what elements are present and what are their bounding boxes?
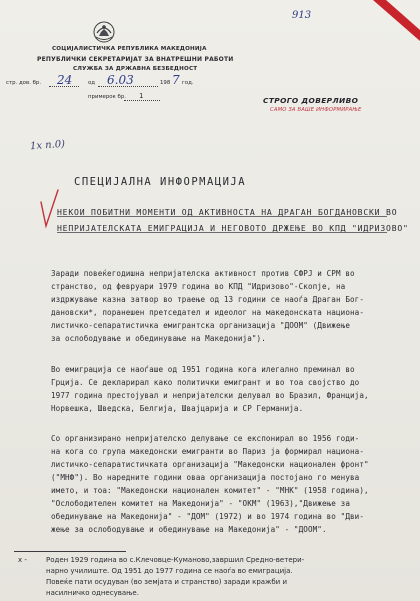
paragraph-line: издржување казна затвор во траење од 13 години се наоѓа Драган Бог- (51, 295, 365, 304)
footnote-separator (14, 551, 126, 552)
copy-underline (124, 100, 160, 101)
paragraph-line: дановски*, поранешен претседател и идеолог на македонската национа- (51, 308, 365, 317)
paragraph-line: Со организирано непријателско делување се експонирал во 1956 годи- (51, 434, 360, 443)
paragraph-line: листичко-сепаратистичка емигрантска организација "ДООМ" (Движење (51, 321, 350, 330)
paragraph-2 (51, 363, 411, 415)
subject-line-2: НЕПРИЈАТЕЛСКАТА ЕМИГРАЦИЈА И НЕГОВОТО ДРЖЕЊЕ ВО КПД "ИДРИЗОВО" (57, 223, 409, 233)
footnote-text (46, 555, 406, 599)
footnote-line: насилничко однесување. (46, 589, 139, 597)
paragraph-line: жење за ослободување и обединување на Македонија" - "ДООМ". (51, 525, 327, 534)
copy-number: 1 (139, 92, 144, 100)
year-prefix: 198 (160, 80, 171, 86)
header-line-2: РЕПУБЛИЧКИ СЕКРЕТАРИЈАТ ЗА ВНАТРЕШНИ РАБОТИ (37, 56, 234, 63)
date-day-month: 6.03 (107, 73, 134, 87)
ref-label: стр. дов. бр. (6, 80, 42, 86)
footnote-line: нарно училиште. Од 1951 до 1977 година се наоѓа во емиграција. (46, 567, 293, 575)
paragraph-line: на кога со група македонски емигранти во Париз ја формирал национа- (51, 447, 365, 456)
paragraph-line: Грција. Се декларирал како политички емигрант и во тоа својство до (51, 378, 360, 387)
copy-label: примерок бр. (88, 94, 126, 100)
paragraph-1 (51, 267, 411, 345)
subject-underline-1 (57, 216, 387, 217)
subject-line-1: НЕКОИ ПОБИТНИ МОМЕНТИ ОД АКТИВНОСТА НА ДРАГАН БОГДАНОВСКИ ВО (57, 207, 398, 217)
paragraph-line: Норвешка, Шведска, Белгија, Швајцарија и СР Германија. (51, 404, 304, 413)
footnote-line: Повеќе пати осудуван (во земјата и странство) заради кражби и (46, 578, 287, 586)
header-line-1: СОЦИЈАЛИСТИЧКА РЕПУБЛИКА МАКЕДОНИЈА (52, 46, 207, 52)
paragraph-line: листичко-сепаратистичката организација "Македонски национален фронт" (51, 460, 369, 469)
subject-underline-2 (57, 232, 387, 233)
classification-title: СТРОГО ДОВЕРЛИВО (263, 96, 359, 105)
corner-handwritten-number: 913 (292, 10, 312, 21)
paragraph-line: странство, од февруари 1979 година во КПД "Идризово"-Скопје, на (51, 282, 346, 291)
paragraph-line: Во емиграција се наоѓаше од 1951 година кога илегално преминал во (51, 365, 355, 374)
year-suffix: 7 (172, 73, 180, 87)
paragraph-line: ("МНФ"). Во наредните години оваа организација постојано го менува (51, 473, 360, 482)
corner-stripe (355, 0, 420, 50)
document-title: СПЕЦИЈАЛНА ИНФОРМАЦИЈА (74, 176, 247, 188)
paragraph-line: Заради повеќегодишна непријателска активност против СФРЈ и СРМ во (51, 269, 355, 278)
classification-subtitle: САМО ЗА ВАШЕ ИНФОРМИРАЊЕ (270, 107, 362, 113)
footnote-marker: x - (18, 556, 27, 564)
paragraph-line: 1977 година престојувал и непријателски делувал во Бразил, Франција, (51, 391, 369, 400)
paragraph-line: за ослободување и обединување на Македонија"). (51, 334, 266, 343)
year-label: год. (182, 80, 194, 86)
paragraph-line: обединување на Македонија" - "ДОМ" (1972) и во 1974 година во "Дви- (51, 512, 365, 521)
margin-note: 1x n.0) (29, 138, 66, 153)
paragraph-3 (51, 432, 411, 536)
coat-of-arms-emblem (92, 19, 116, 43)
paragraph-line: името, и тоа: "Македонски национален комитет" - "МНК" (1958 година), (51, 486, 369, 495)
header-line-3: СЛУЖБА ЗА ДРЖАВНА БЕЗБЕДНОСТ (73, 66, 198, 72)
paragraph-line: "Ослободителен комитет на Македонија" - "ОКМ" (1963),"Движење за (51, 499, 350, 508)
date-label: од (88, 80, 96, 86)
ref-number: 24 (57, 73, 73, 87)
footnote-line: Роден 1929 година во с.Клечовце-Кумановo,завршил Средно-ветери- (46, 556, 305, 564)
